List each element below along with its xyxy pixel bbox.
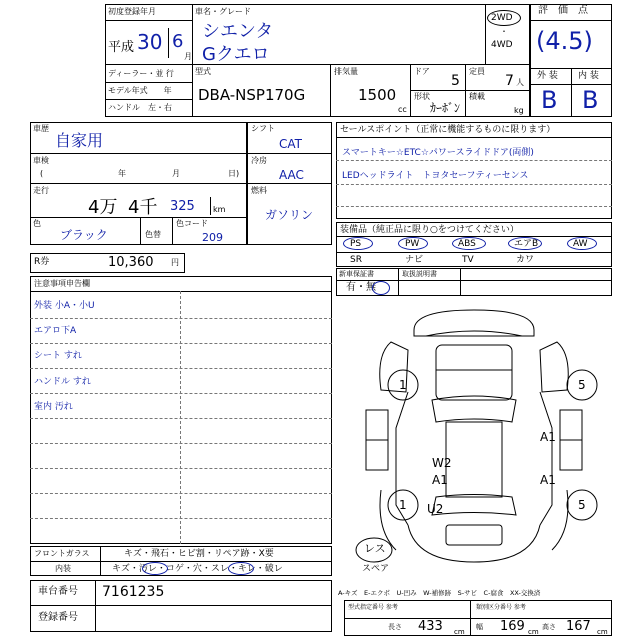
inspection-label: 車検 bbox=[33, 156, 49, 165]
reg-month: 6 bbox=[172, 31, 184, 52]
mark-front-right-wheel: 5 bbox=[578, 378, 586, 392]
len: 433 bbox=[418, 619, 443, 634]
recycle-label: R券 bbox=[34, 257, 50, 267]
capacity-label: 定員 bbox=[469, 67, 485, 76]
note-line-1: 外装 小A・小U bbox=[34, 301, 95, 311]
equip-ps: PS bbox=[350, 239, 362, 249]
first-reg-label: 初度登録年月 bbox=[108, 7, 156, 16]
drive-sep: ・ bbox=[500, 27, 508, 36]
cc-unit: cc bbox=[398, 105, 407, 114]
equip-airb: エアB bbox=[514, 239, 539, 249]
record-label: 取扱説明書 bbox=[402, 270, 437, 278]
mark-rear-left-u2: U2 bbox=[427, 502, 444, 516]
doors: 5 bbox=[451, 73, 460, 89]
inspection-open: ( bbox=[40, 169, 44, 178]
inspection-month: 月 bbox=[172, 169, 180, 178]
wid: 169 bbox=[500, 619, 525, 634]
warranty-label: 新車保証書 bbox=[339, 270, 374, 278]
recycle-unit: 円 bbox=[171, 258, 179, 267]
exterior-grade: B bbox=[541, 86, 558, 114]
door-label: ドア bbox=[414, 67, 430, 76]
recycle: 10,360 bbox=[108, 255, 154, 270]
note-line-3: シート すれ bbox=[34, 351, 82, 361]
sales-point-2: LEDヘッドライト トヨタセーフティーセンス bbox=[342, 171, 529, 181]
car-name: シエンタ bbox=[202, 21, 274, 42]
displacement: 1500 bbox=[358, 86, 397, 104]
interior-grade: B bbox=[582, 86, 599, 114]
usage-label: 車歴 bbox=[33, 124, 49, 133]
note-line-4: ハンドル すれ bbox=[34, 377, 91, 387]
interior-items: キズ・汚レ・コゲ・穴・スレ・キレ・破レ bbox=[112, 564, 283, 574]
hgt-label: 高さ bbox=[542, 623, 556, 631]
shift-label: シフト bbox=[251, 124, 275, 133]
equip-aw: AW bbox=[573, 239, 588, 249]
note-line-2: エアロ下A bbox=[34, 326, 77, 336]
color-change-label: 色替 bbox=[145, 230, 161, 239]
mark-front-left-wheel: 1 bbox=[399, 378, 407, 392]
chassis-label: 車台番号 bbox=[38, 586, 78, 597]
mark-rear-right-wheel: 5 bbox=[578, 498, 586, 512]
aircon: AAC bbox=[279, 168, 304, 182]
mark-right-door-front: A1 bbox=[540, 430, 556, 444]
spare-label: スペア bbox=[362, 564, 390, 574]
aircon-label: 冷房 bbox=[251, 156, 267, 165]
month-unit: 月 bbox=[184, 52, 192, 61]
equip-leather: カワ bbox=[516, 255, 535, 265]
windshield-items: キズ・飛石・ヒビ割・リペア跡・X要 bbox=[124, 549, 274, 559]
len-label: 長さ bbox=[388, 623, 402, 631]
car-name-label: 車名・グレード bbox=[195, 7, 251, 16]
equip-sr: SR bbox=[350, 255, 362, 265]
type-label: 型式 bbox=[195, 67, 211, 76]
hgt-unit: cm bbox=[597, 628, 608, 636]
ref1-label: 型式指定番号 参考 bbox=[348, 604, 398, 611]
reg-year: 30 bbox=[137, 30, 163, 54]
equip-tv: TV bbox=[462, 255, 474, 265]
handle-label: ハンドル 左・右 bbox=[108, 103, 172, 112]
drive-4wd: 4WD bbox=[491, 40, 513, 50]
reg-label: 登録番号 bbox=[38, 612, 78, 623]
notes-block bbox=[30, 276, 332, 544]
load-label: 積載 bbox=[469, 92, 485, 101]
shift: CAT bbox=[279, 137, 302, 151]
mark-left-panel-a1: A1 bbox=[432, 473, 448, 487]
shape: ｶｰﾎﾞﾝ bbox=[430, 101, 461, 115]
sales-point-1: スマートキー☆ETC☆パワースライドドア(両側) bbox=[342, 148, 534, 158]
mileage-man: 4万 bbox=[88, 197, 118, 218]
color-code: 209 bbox=[202, 231, 223, 244]
sales-point-label: セールスポイント（正常に機能するものに限ります） bbox=[340, 125, 556, 135]
equipment-label: 装備品（純正品に限り○をつけてください） bbox=[340, 225, 519, 235]
interior-items-label: 内装 bbox=[55, 564, 71, 573]
grade: Gクエロ bbox=[202, 44, 270, 65]
color-code-label: 色コード bbox=[176, 219, 208, 228]
ref2-label: 類別区分番号 参考 bbox=[476, 604, 526, 611]
score: (4.5) bbox=[536, 27, 593, 55]
fuel: ガソリン bbox=[265, 208, 314, 222]
era: 平成 bbox=[108, 40, 135, 55]
car-diagram bbox=[336, 300, 612, 570]
warranty-circled bbox=[372, 281, 390, 295]
mark-left-panel-w2: W2 bbox=[432, 456, 452, 470]
interior-label: 内 装 bbox=[578, 71, 599, 81]
displacement-label: 排気量 bbox=[334, 67, 358, 76]
fuel-label: 燃料 bbox=[251, 186, 267, 195]
len-unit: cm bbox=[454, 628, 465, 636]
notes-label: 注意事項申告欄 bbox=[34, 279, 90, 288]
inspection-year: 年 bbox=[118, 169, 126, 178]
mileage-label: 走行 bbox=[33, 186, 49, 195]
capacity: 7 bbox=[505, 73, 514, 89]
mileage-unit: km bbox=[213, 205, 226, 214]
usage: 自家用 bbox=[55, 131, 104, 150]
dealer-label: ディーラー・並 行 bbox=[108, 69, 174, 78]
mark-rear-left-wheel: 1 bbox=[399, 498, 407, 512]
windshield-label: フロントガラス bbox=[34, 549, 90, 558]
inspection-day: 日) bbox=[228, 169, 240, 178]
shape-label: 形状 bbox=[414, 92, 430, 101]
capacity-unit: 人 bbox=[516, 78, 524, 87]
wid-unit: cm bbox=[528, 628, 539, 636]
equip-abs: ABS bbox=[458, 239, 476, 249]
exterior-label: 外 装 bbox=[537, 71, 558, 81]
load-unit: kg bbox=[514, 106, 524, 115]
damage-legend: A-キズ E-エクボ U-凹み W-補修跡 S-サビ C-腐食 XX-交換済 bbox=[338, 589, 541, 597]
score-label: 評 価 点 bbox=[538, 5, 588, 16]
mark-right-door-rear: A1 bbox=[540, 473, 556, 487]
model-year-label: モデル年式 年 bbox=[108, 86, 172, 95]
hgt: 167 bbox=[566, 619, 591, 634]
color-label: 色 bbox=[33, 219, 41, 228]
wid-label: 幅 bbox=[476, 623, 483, 631]
note-line-5: 室内 汚れ bbox=[34, 402, 73, 412]
color: ブラック bbox=[60, 228, 108, 242]
model-type: DBA-NSP170G bbox=[198, 86, 306, 104]
chassis: 7161235 bbox=[102, 584, 165, 600]
warranty-value: 有・無 bbox=[346, 282, 376, 293]
equip-navi: ナビ bbox=[405, 255, 424, 265]
spare-mark: レス bbox=[364, 542, 386, 555]
drive-2wd: 2WD bbox=[491, 13, 513, 23]
mileage-sen: 4千 bbox=[128, 197, 158, 218]
mileage-rest: 325 bbox=[170, 199, 195, 214]
equip-pw: PW bbox=[405, 239, 420, 249]
